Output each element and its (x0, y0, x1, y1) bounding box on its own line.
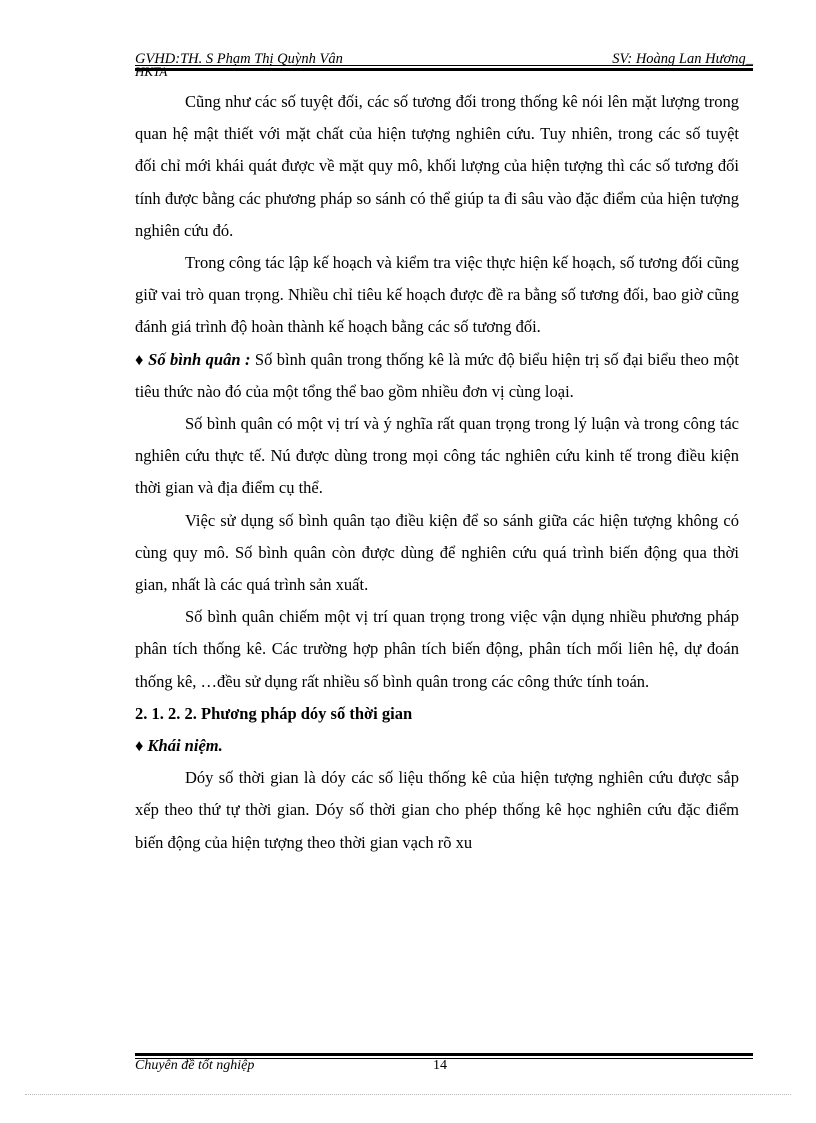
header-class: HKTA (135, 64, 168, 79)
paragraph: Số bình quân chiếm một vị trí quan trọng trong việc vận dụng nhiều phương pháp phân tích thống kê. Các trường hợp phân tích biến động, phân tích mối liên hệ, dự đoán thống kê, …đều sử dụng rất nhiều số bình quân trong các công thức tính toán. (135, 607, 739, 691)
footer-rule-thick (135, 1053, 753, 1056)
page-edge-divider (25, 1094, 791, 1095)
paragraph-so-binh-quan (135, 344, 739, 408)
paragraph: Số bình quân có một vị trí và ý nghĩa rất quan trọng trong lý luận và trong công tác nghiên cứu thực tế. Nú được dùng trong mọi công tác nghiên cứu kinh tế trong điều kiện thời gian và địa điểm cụ thể. (135, 414, 739, 498)
header-rule-thick (135, 68, 753, 71)
header-rule-thin (135, 65, 753, 66)
footer-title: Chuyên đề tốt nghiệp (135, 1058, 255, 1073)
header-student: SV: Hoàng Lan Hương_ (612, 51, 753, 67)
header-supervisor: GVHD:TH. S Phạm Thị Quỳnh Vân (135, 51, 343, 67)
paragraph-text: Số bình quân trong thống kê là mức độ biểu hiện trị số đại biểu theo một tiêu thức nào đó của một tổng thể bao gồm nhiều đơn vị cùng loại. (135, 349, 739, 401)
paragraph: Dóy số thời gian là dóy các số liệu thống kê của hiện tượng nghiên cứu được sắp xếp theo thứ tự thời gian. Dóy số thời gian cho phép thống kê học nghiên cứu đặc điểm biến động của hiện tượng theo thời gian vạch rõ xu (135, 768, 739, 852)
page-number: 14 (433, 1058, 447, 1073)
paragraph: Trong công tác lập kế hoạch và kiểm tra việc thực hiện kế hoạch, số tương đối cũng giữ vai trò quan trọng. Nhiều chỉ tiêu kế hoạch được đề ra bằng số tương đối, bao giờ cũng đánh giá trình độ hoàn thành kế hoạch bằng các số tương đối. (135, 253, 739, 337)
section-heading: 2. 1. 2. 2. Phương pháp dóy số thời gian (135, 703, 413, 723)
bullet-label: ♦ Số bình quân : (135, 349, 251, 369)
page-header (135, 49, 753, 81)
page-footer (135, 1050, 753, 1080)
paragraph: Việc sử dụng số bình quân tạo điều kiện để so sánh giữa các hiện tượng không có cùng quy mô. Số bình quân còn được dùng để nghiên cứu quá trình biến động qua thời gian, nhất là các quá trình sản xuất. (135, 510, 739, 595)
document-body (135, 86, 739, 859)
paragraph: Cũng như các số tuyệt đối, các số tương đối trong thống kê nói lên mặt lượng trong quan hệ mật thiết với mặt chất của hiện tượng nghiên cứu. Tuy nhiên, trong các số tuyệt đối chỉ mới khái quát được về mặt quy mô, khối lượng của hiện tượng thì các số tương đối tính được bằng các phương pháp so sánh có thể giúp ta đi sâu vào đặc điểm của hiện tượng nghiên cứu đó. (135, 92, 739, 240)
subsection-heading: ♦ Khái niệm. (135, 736, 223, 756)
